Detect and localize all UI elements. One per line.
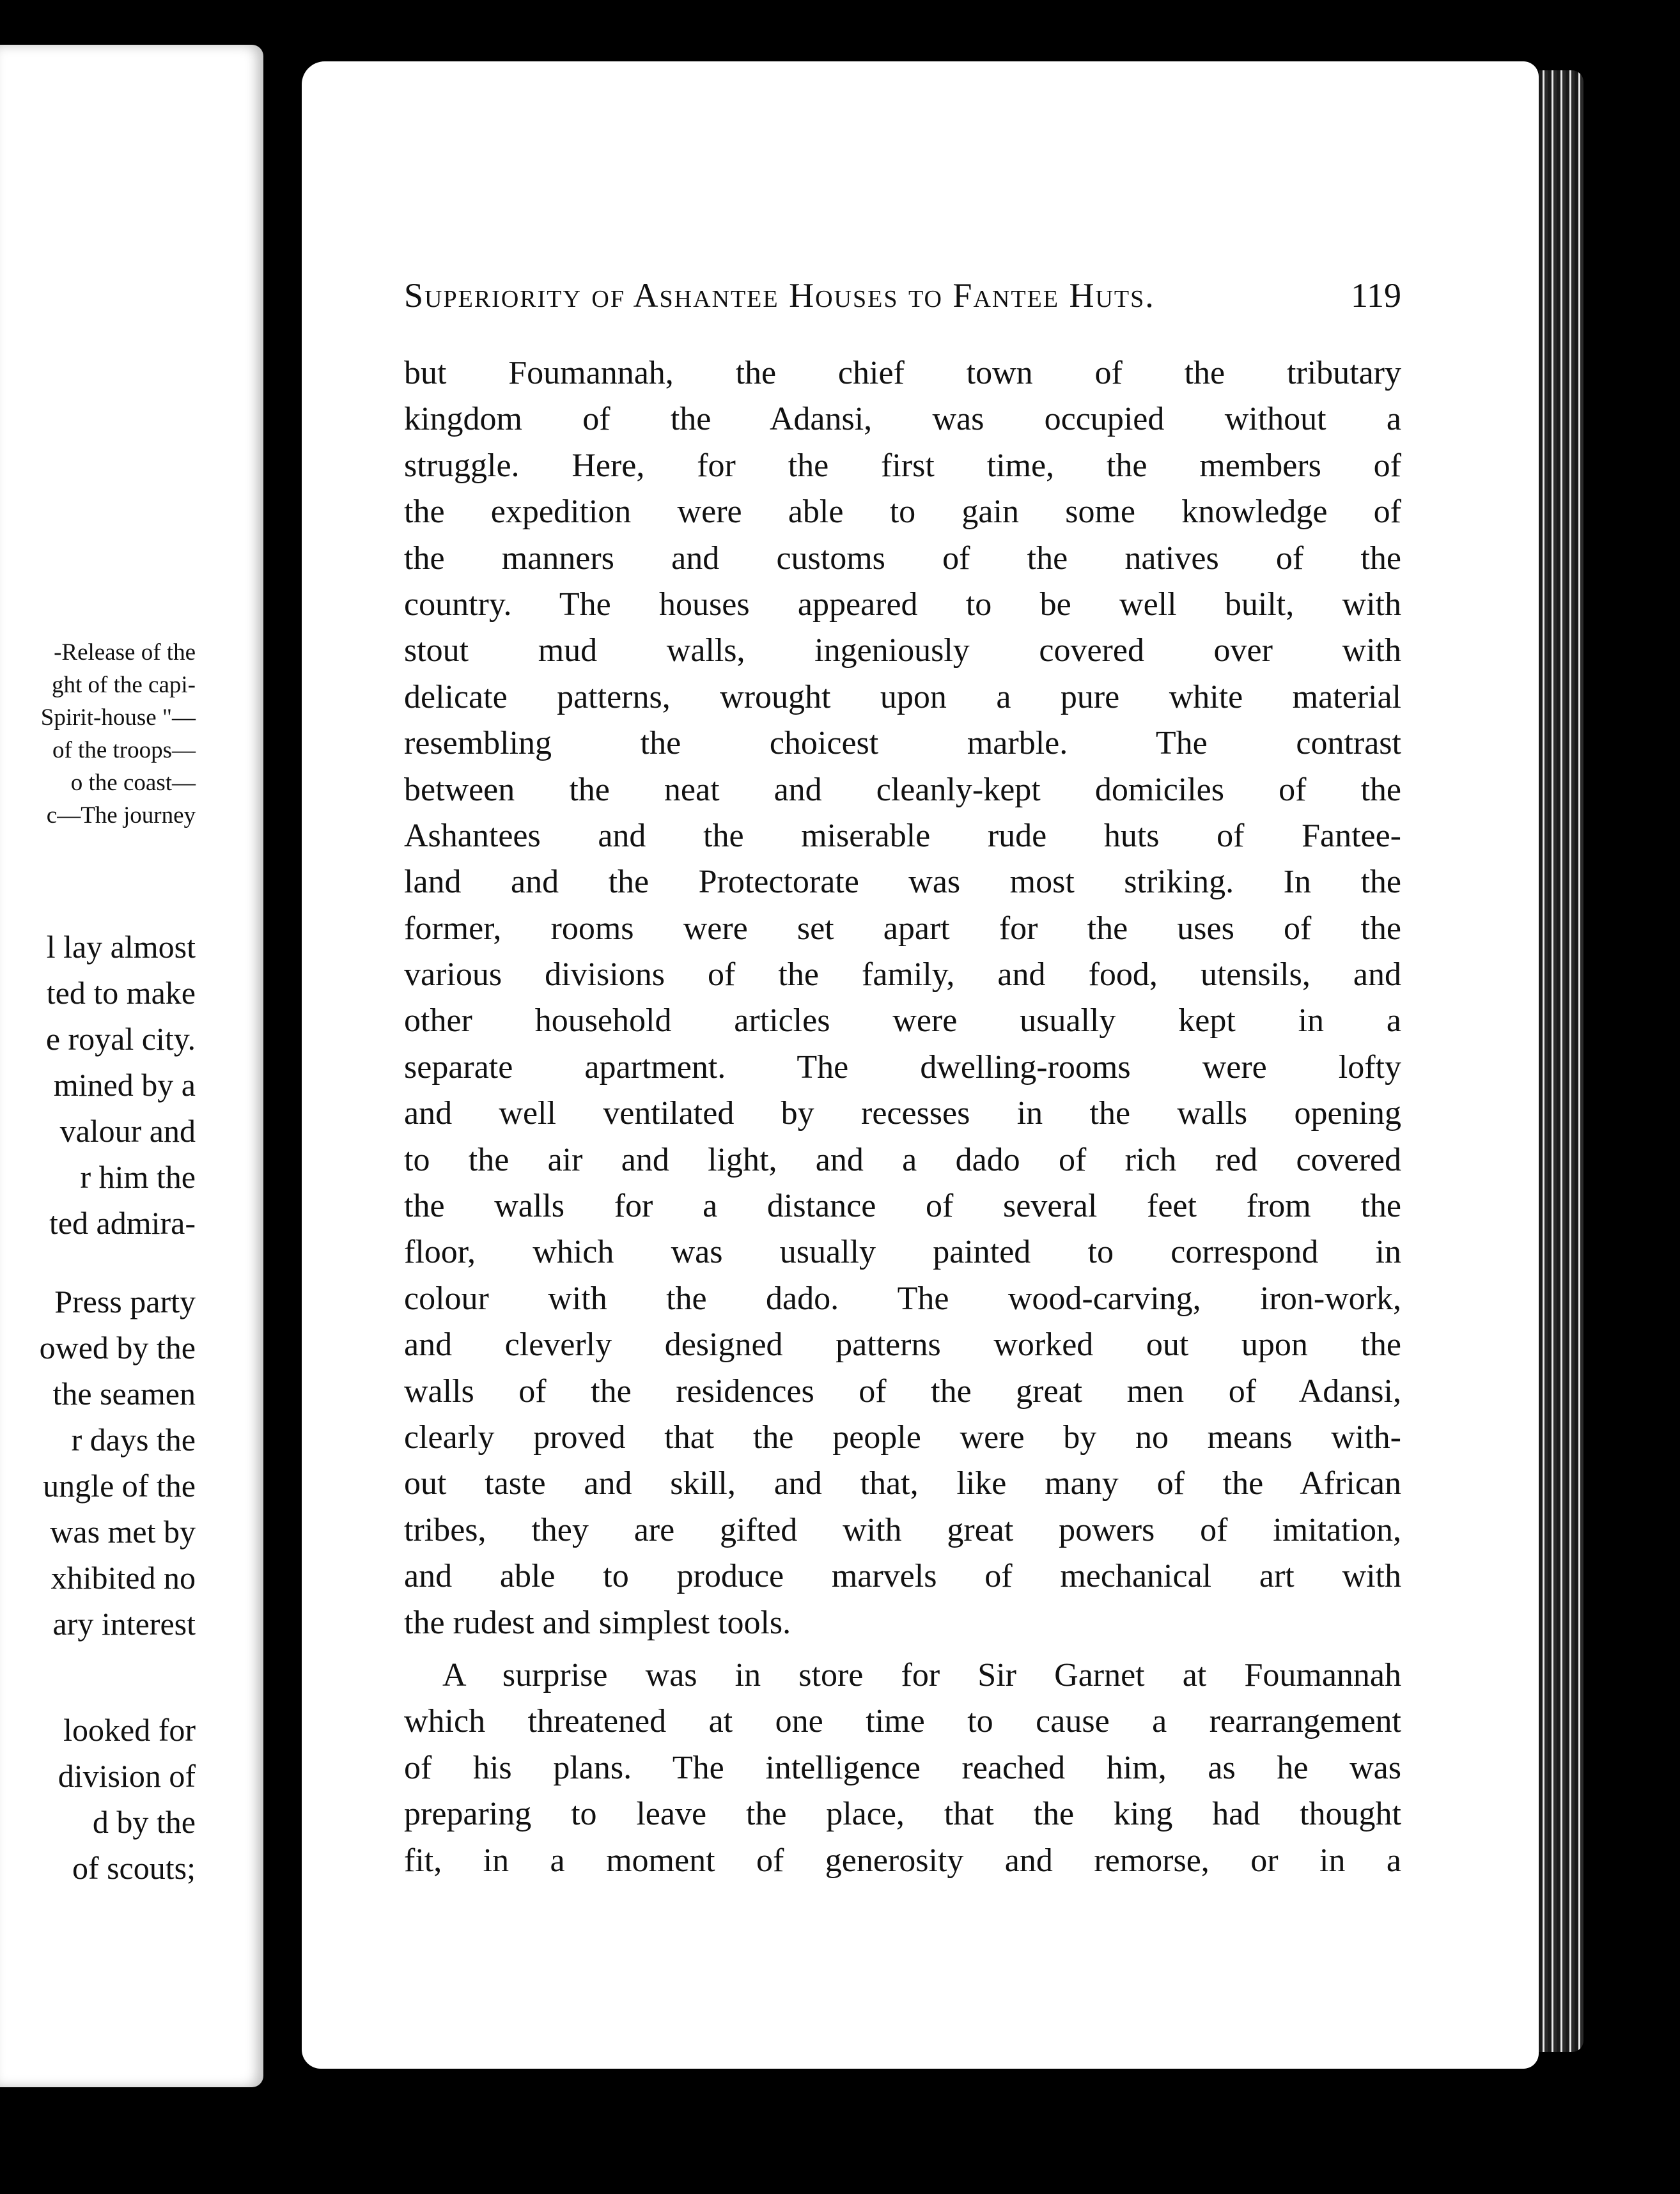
text-line: walls of the residences of the great men of Adansi, (404, 1373, 1401, 1410)
text-line: and well ventilated by recesses in the walls opening (404, 1095, 1401, 1132)
text-line: clearly proved that the people were by no means with- (404, 1419, 1401, 1456)
text-line: mined by a (53, 1067, 196, 1103)
text-line: d by the (92, 1804, 196, 1840)
text-line: resembling the choicest marble. The contrast (404, 725, 1401, 762)
text-line: the rudest and simplest tools. (404, 1604, 791, 1641)
text-line: between the neat and cleanly-kept domiciles of the (404, 771, 1401, 808)
text-line: l lay almost (46, 929, 196, 965)
text-line: the expedition were able to gain some knowledge of (404, 494, 1401, 531)
text-line: which threatened at one time to cause a rearrangement (404, 1703, 1401, 1740)
text-line: other household articles were usually kept in a (404, 1002, 1401, 1039)
text-line: but Foumannah, the chief town of the tributary (404, 355, 1401, 391)
text-line: ted admira- (49, 1205, 196, 1241)
summary-line: o the coast— (70, 770, 196, 796)
text-line: ungle of the (43, 1468, 196, 1504)
text-line: kingdom of the Adansi, was occupied without a (404, 401, 1401, 438)
text-line: owed by the (39, 1330, 196, 1365)
text-line: e royal city. (45, 1021, 196, 1057)
paragraph (404, 350, 1401, 1646)
text-line: was met by (50, 1514, 196, 1550)
text-line: A surprise was in store for Sir Garnet at Foumannah (442, 1656, 1401, 1693)
text-line: ary interest (52, 1606, 196, 1642)
text-line: looked for (63, 1712, 196, 1748)
summary-line: of the troops— (52, 737, 196, 763)
left-paragraph-3 (58, 1707, 196, 1891)
text-line: to the air and light, and a dado of rich red covered (404, 1141, 1401, 1178)
text-line: out taste and skill, and that, like many of the African (404, 1465, 1401, 1502)
text-line: struggle. Here, for the first time, the members of (404, 447, 1401, 484)
text-line: the seamen (52, 1376, 196, 1412)
summary-line: Spirit-house "— (40, 704, 196, 731)
summary-line: ght of the capi- (52, 672, 196, 698)
body-text (404, 350, 1401, 1884)
paragraph (404, 1653, 1401, 1884)
text-line: division of (58, 1758, 196, 1794)
text-line: delicate patterns, wrought upon a pure white material (404, 678, 1401, 715)
paragraph-gap (404, 1646, 1401, 1653)
text-line: Press party (54, 1284, 196, 1319)
left-paragraph-2 (40, 1279, 196, 1647)
text-line: former, rooms were set apart for the uses of the (404, 910, 1401, 947)
text-line: of his plans. The intelligence reached him, as he was (404, 1749, 1401, 1786)
text-line: r him the (80, 1159, 196, 1195)
text-line: colour with the dado. The wood-carving, iron-work, (404, 1280, 1401, 1317)
chapter-summary-fragment (0, 636, 196, 832)
text-line: r days the (71, 1422, 196, 1458)
text-line: country. The houses appeared to be well built, with (404, 586, 1401, 623)
text-line: Ashantees and the miserable rude huts of Fantee- (404, 817, 1401, 854)
text-line: separate apartment. The dwelling-rooms were lofty (404, 1048, 1401, 1085)
summary-line: c—The journey (46, 802, 196, 829)
previous-page-fragment (0, 45, 263, 2087)
text-line: tribes, they are gifted with great powers of imitation, (404, 1511, 1401, 1548)
book-page (302, 61, 1539, 2069)
text-line: preparing to leave the place, that the king had thought (404, 1796, 1401, 1833)
text-line: stout mud walls, ingeniously covered over with (404, 632, 1401, 669)
running-head-title: Superiority of Ashantee Houses to Fantee Huts. (404, 276, 1155, 315)
left-paragraph-1 (46, 924, 196, 1246)
running-head (404, 276, 1401, 320)
page-stack-edge (1539, 70, 1583, 2052)
text-line: xhibited no (51, 1560, 196, 1596)
text-line: ted to make (46, 975, 196, 1011)
text-line: and cleverly designed patterns worked out upon the (404, 1327, 1401, 1364)
text-line: the manners and customs of the natives of the (404, 540, 1401, 577)
text-line: the walls for a distance of several feet from the (404, 1188, 1401, 1225)
text-line: land and the Protectorate was most striking. In the (404, 864, 1401, 901)
text-line: various divisions of the family, and food, utensils, and (404, 956, 1401, 993)
text-line: valour and (59, 1113, 196, 1149)
summary-line: -Release of the (54, 639, 196, 665)
text-line: and able to produce marvels of mechanical art with (404, 1558, 1401, 1595)
text-line: of scouts; (72, 1850, 196, 1886)
text-line: floor, which was usually painted to correspond in (404, 1234, 1401, 1271)
text-line: fit, in a moment of generosity and remorse, or in a (404, 1842, 1401, 1879)
page-number: 119 (1351, 276, 1401, 315)
